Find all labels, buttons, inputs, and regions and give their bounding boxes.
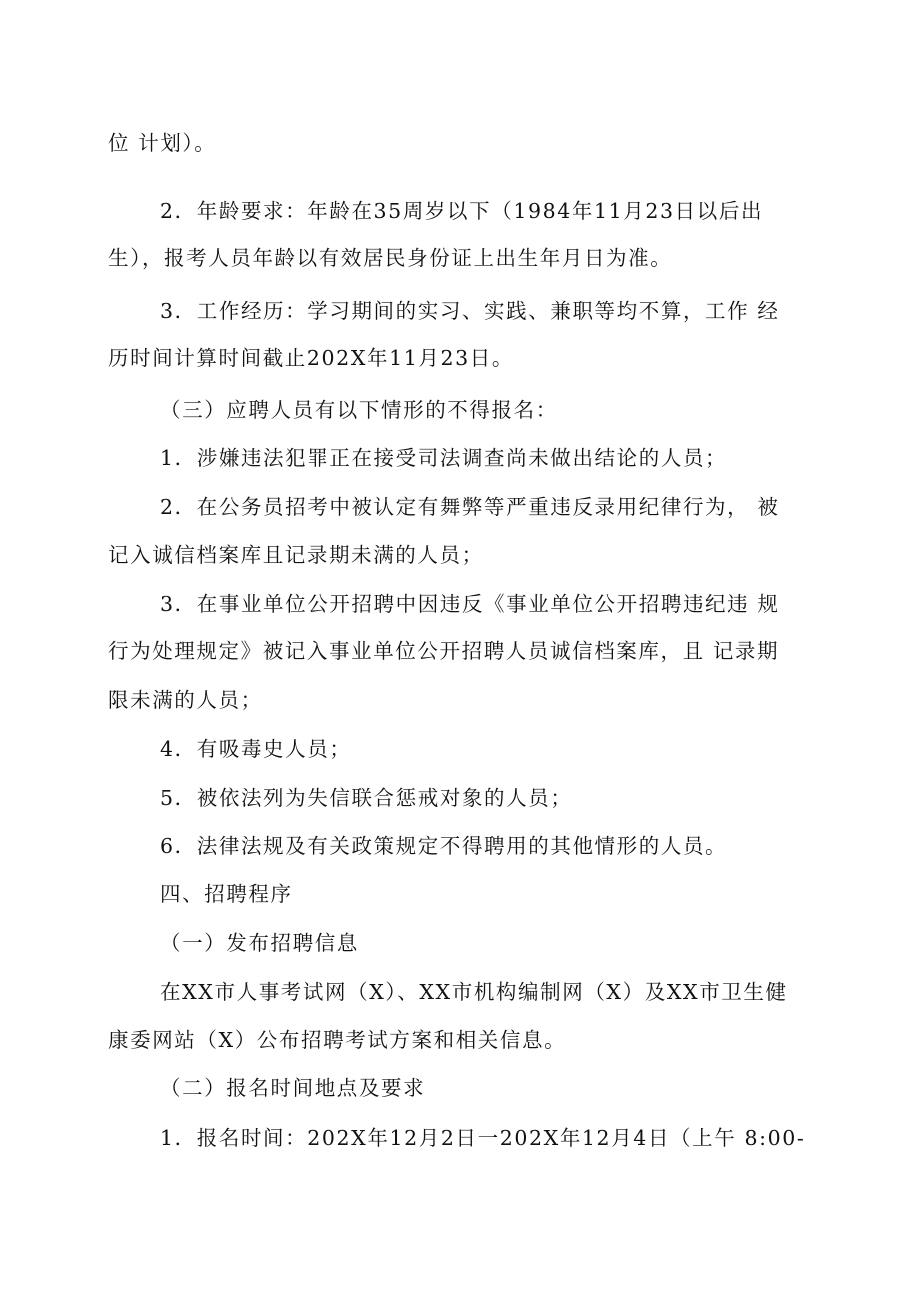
text-line-12: 限未满的人员；: [108, 688, 263, 712]
text-line-1: 位 计划）。: [108, 131, 217, 155]
section-heading: 四、招聘程序: [160, 882, 293, 906]
text-line-9: 记入诚信档案库且记录期未满的人员；: [108, 543, 484, 567]
subsection-heading-2: （二）报名时间地点及要求: [160, 1076, 426, 1100]
text-line-15: 6．法律法规及有关政策规定不得聘用的其他情形的人员。: [160, 834, 728, 858]
text-line-18: 在XX市人事考试网（X）、XX市机构编制网（X）及XX市卫生健: [160, 980, 788, 1004]
text-line-13: 4．有吸毒史人员；: [160, 737, 352, 761]
text-line-11: 行为处理规定》被记入事业单位公开招聘人员诚信档案库，且 记录期: [108, 639, 780, 663]
text-line-21: 1．报名时间：202X年12月2日一202X年12月4日（上午 8:00-: [160, 1126, 806, 1150]
text-line-19: 康委网站（X）公布招聘考试方案和相关信息。: [108, 1028, 567, 1052]
text-line-14: 5．被依法列为失信联合惩戒对象的人员；: [160, 786, 573, 810]
text-line-10: 3．在事业单位公开招聘中因违反《事业单位公开招聘违纪违 规: [160, 592, 780, 616]
text-line-8: 2．在公务员招考中被认定有舞弊等严重违反录用纪律行为， 被: [160, 495, 780, 519]
text-line-2: 2．年龄要求：年龄在35周岁以下（1984年11月23日以后出: [160, 199, 764, 223]
text-line-6: （三）应聘人员有以下情形的不得报名：: [160, 398, 558, 422]
text-line-4: 3．工作经历：学习期间的实习、实践、兼职等均不算，工作 经: [160, 299, 780, 323]
text-line-7: 1．涉嫌违法犯罪正在接受司法调查尚未做出结论的人员；: [160, 446, 728, 470]
subsection-heading-1: （一）发布招聘信息: [160, 931, 359, 955]
text-line-5: 历时间计算时间截止202X年11月23日。: [108, 346, 514, 370]
text-line-3: 生），报考人员年龄以有效居民身份证上出生年月日为准。: [108, 246, 673, 270]
